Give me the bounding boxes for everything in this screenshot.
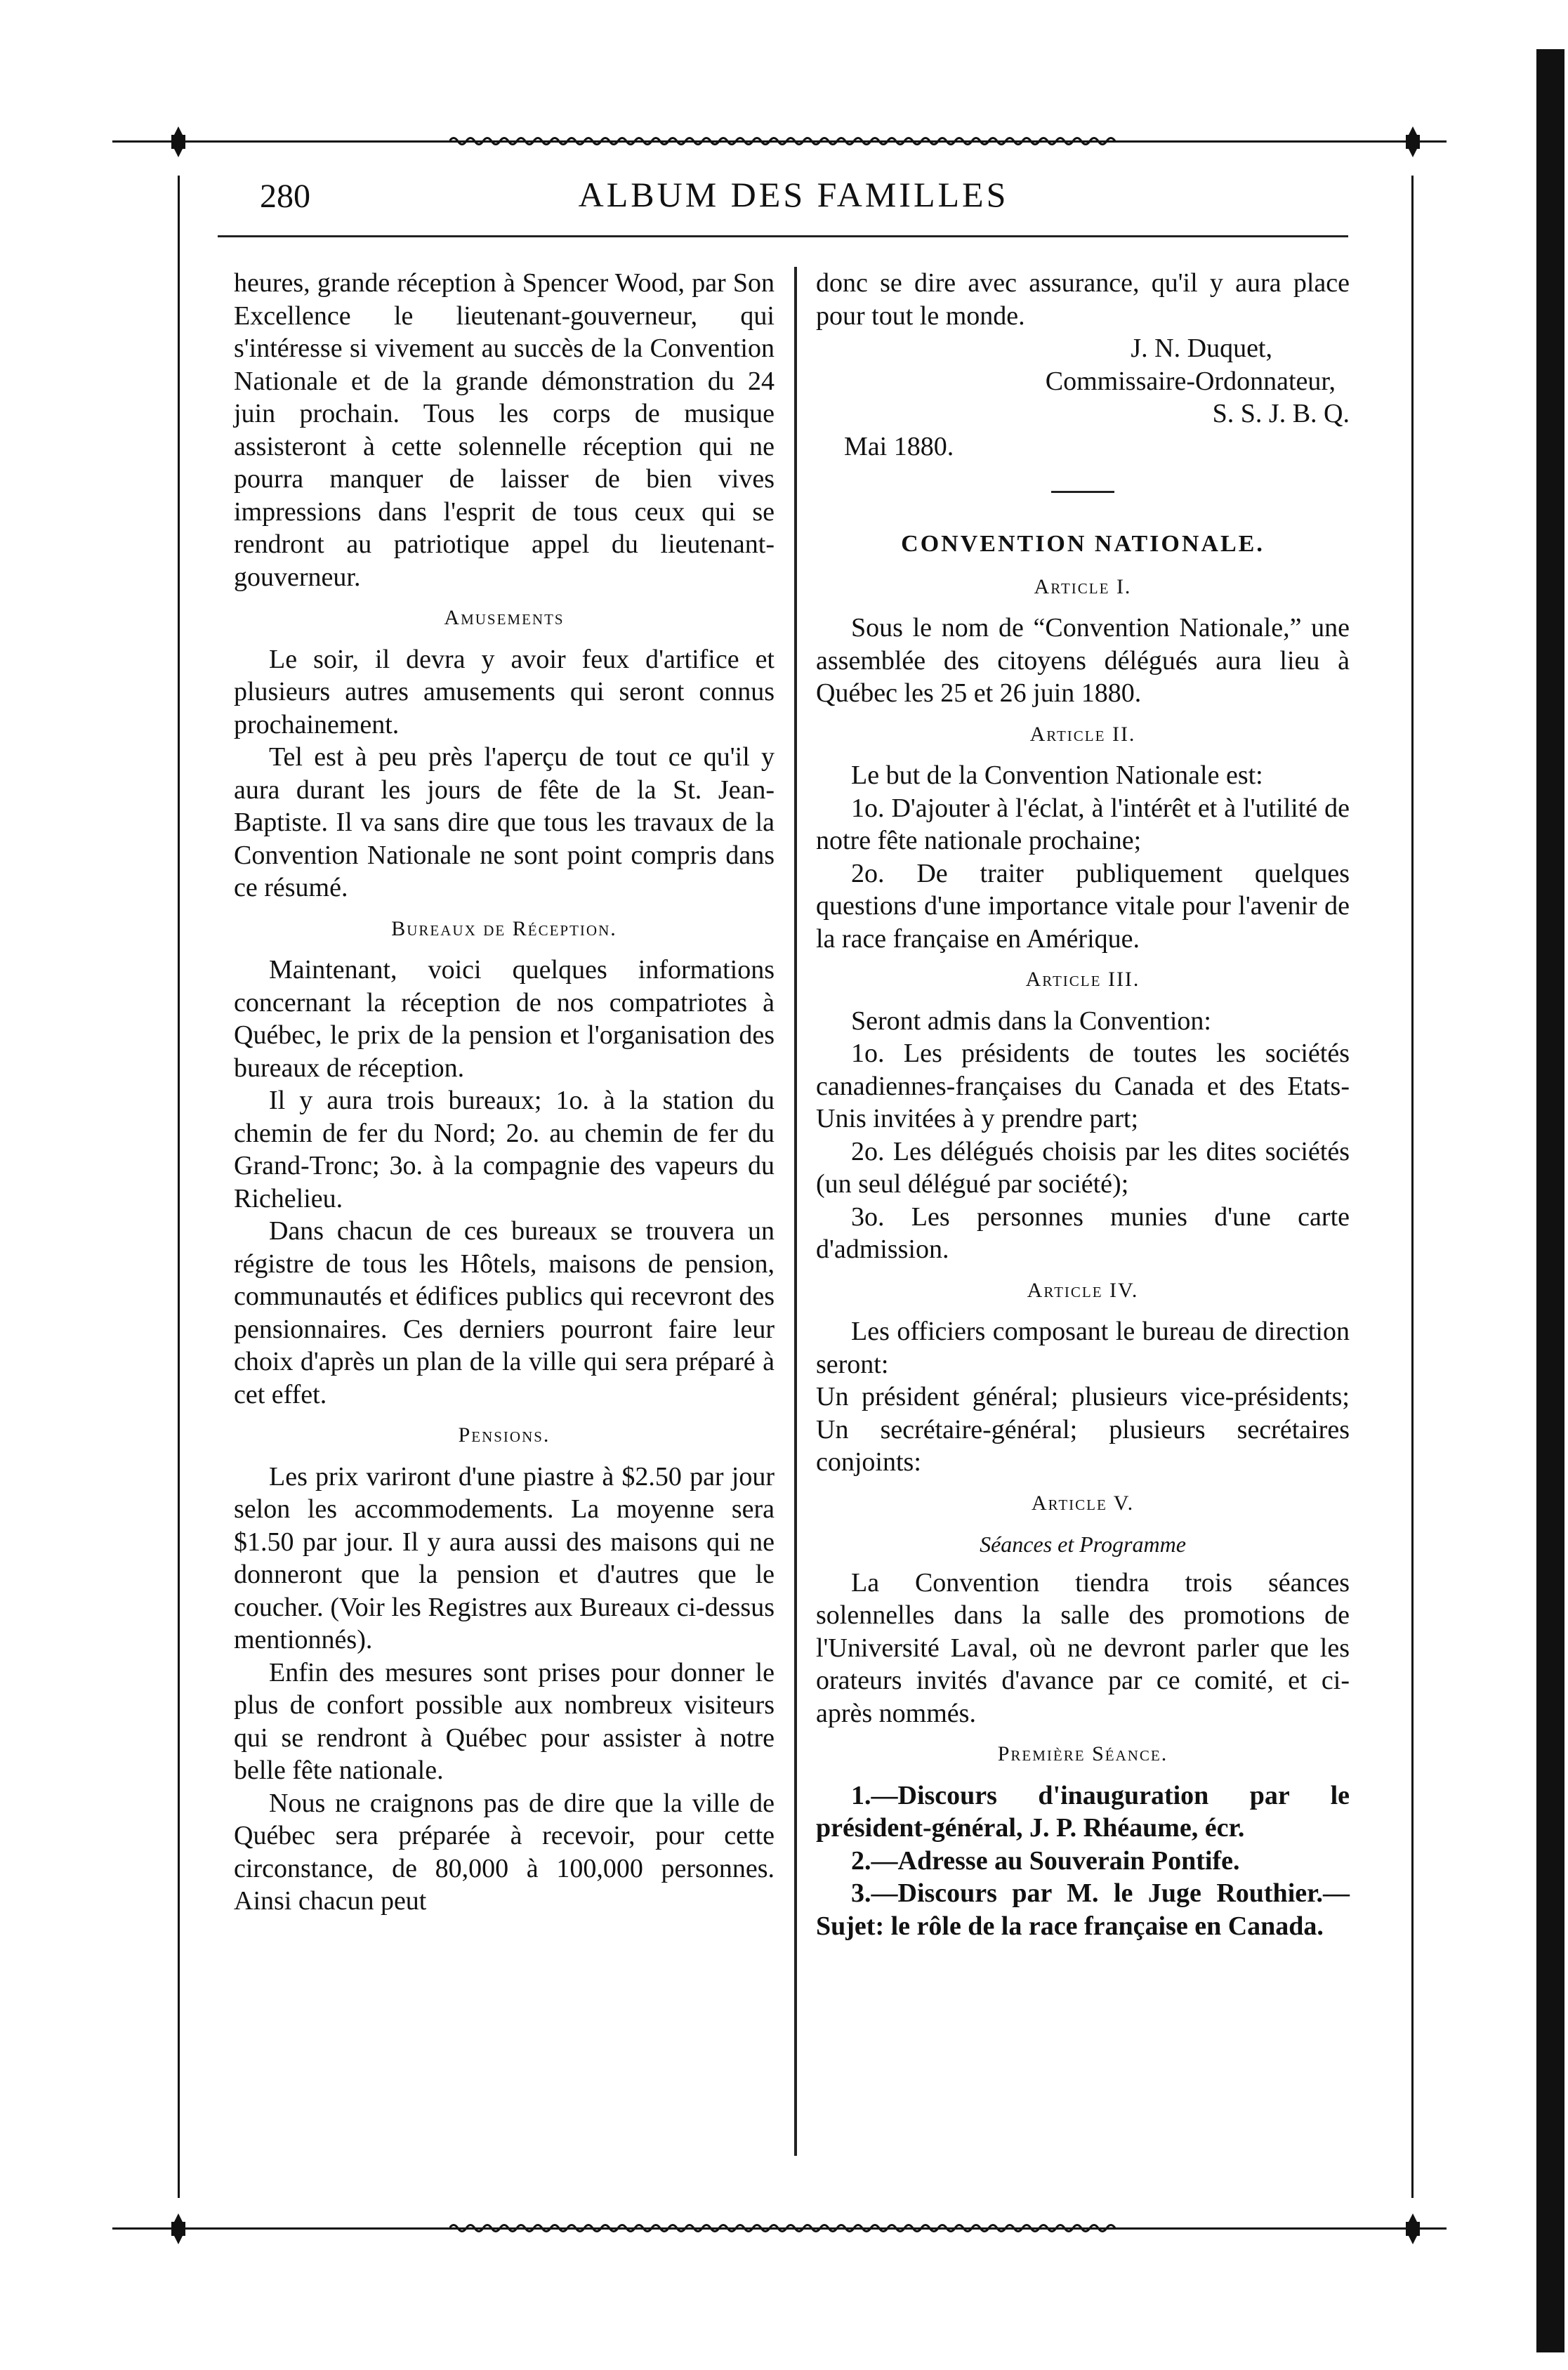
seance-item: 2.—Adresse au Souverain Pontife. <box>851 1845 1240 1876</box>
article-paragraph: La Convention tiendra trois séances solennelles dans la salle des promotions de l'Université Laval, où ne devront parler que les orateurs invités d'avance par ce comité, et ci-après nommés. <box>816 1567 1350 1728</box>
corner-ornament-icon <box>1397 126 1428 157</box>
page-number: 280 <box>260 178 310 215</box>
continuation-paragraph: donc se dire avec assurance, qu'il y aura place pour tout le monde. <box>816 268 1350 331</box>
intro-paragraph: heures, grande réception à Spencer Wood, par Son Excellence le lieutenant-gouverneur, qui s'intéresse si vivement au succès de la Convention Nationale et de la grande démonstration du 24 juin prochain. Tous les corps de musique assisteront à cette solennelle réception qui ne pourra manquer de laisser de bien vives impressions dans l'esprit de tous ceux qui se rendront au patriotique appel du lieutenant-gouverneur. <box>234 268 775 592</box>
bureaux-paragraph: Il y aura trois bureaux; 1o. à la station du chemin de fer du Nord; 2o. au chemin de fer du Grand-Tronc; 3o. à la compagnie des vapeurs du Richelieu. <box>234 1086 775 1213</box>
journal-title: ALBUM DES FAMILLES <box>578 175 1009 214</box>
pensions-paragraph: Enfin des mesures sont prises pour donner le plus de confort possible aux nombreux visiteurs qui se rendront à Québec pour assister à notre belle fête nationale. <box>234 1657 775 1785</box>
frame-bottom-wave <box>449 2220 1116 2236</box>
header-rule <box>218 235 1348 237</box>
seance-heading: Première Séance. <box>997 1742 1168 1765</box>
bureaux-paragraph: Dans chacun de ces bureaux se trouvera un régistre de tous les Hôtels, maisons de pension, communautés et édifices publics qui recevront des pensionnaires. Ces derniers pourront faire leur choix d'après un plan de la ville qui sera préparé à cet effet. <box>234 1216 775 1409</box>
article-heading: Article IV. <box>1027 1278 1139 1302</box>
seance-item: 1.—Discours d'inauguration par le président-général, J. P. Rhéaume, écr. <box>816 1780 1350 1843</box>
article-paragraph: Le but de la Convention Nationale est: <box>851 761 1263 790</box>
running-header <box>232 174 1355 223</box>
signature-org: S. S. J. B. Q. <box>1212 399 1350 428</box>
signature-date: Mai 1880. <box>844 431 954 461</box>
article-item: 1o. Les présidents de toutes les sociétés canadiennes-françaises du Canada et des Etats-Unis invitées à y prendre part; <box>816 1039 1350 1133</box>
corner-ornament-icon <box>163 2213 194 2244</box>
left-column <box>234 267 775 1918</box>
section-rule <box>1051 491 1114 493</box>
frame-right-line <box>1411 176 1414 2198</box>
right-column <box>816 267 1350 1942</box>
seance-item: 3.—Discours par M. le Juge Routhier.—Sujet: le rôle de la race française en Canada. <box>816 1878 1350 1941</box>
officers-list: Un président général; plusieurs vice-présidents; Un secrétaire-général; plusieurs secrétaires conjoints: <box>816 1382 1350 1477</box>
signature-title: Commissaire-Ordonnateur, <box>1045 366 1336 396</box>
article-heading: Article II. <box>1029 722 1136 746</box>
pensions-paragraph: Nous ne craignons pas de dire que la ville de Québec sera préparée à recevoir, pour cette circonstance, de 80,000 à 100,000 personnes. Ainsi chacun peut <box>234 1788 775 1916</box>
corner-ornament-icon <box>1397 2213 1428 2244</box>
summary-paragraph: Tel est à peu près l'aperçu de tout ce qu'il y aura durant les jours de fête de la St. Jean-Baptiste. Il va sans dire que tous les travaux de la Convention Nationale ne sont point compris dans ce résumé. <box>234 742 775 902</box>
pensions-heading: Pensions. <box>458 1423 551 1447</box>
article-item: 2o. De traiter publiquement quelques questions d'une importance vitale pour l'avenir de la race française en Amérique. <box>816 858 1350 954</box>
amusements-heading: Amusements <box>444 606 565 629</box>
pensions-paragraph: Les prix variront d'une piastre à $2.50 par jour selon les accommodements. La moyenne sera $1.50 par jour. Il y aura aussi des maisons qui ne donneront que la pension et d'autres que le coucher. (Voir les Registres aux Bureaux ci-dessus mentionnés). <box>234 1461 775 1654</box>
page-edge-bar <box>1536 49 1564 2352</box>
frame-left-line <box>178 176 180 2198</box>
frame-top-wave <box>449 133 1116 149</box>
article-paragraph: Les officiers composant le bureau de direction seront: <box>816 1317 1350 1379</box>
column-divider <box>794 267 797 2156</box>
article-heading: Article I. <box>1034 574 1132 598</box>
amusements-paragraph: Le soir, il devra y avoir feux d'artifice et plusieurs autres amusements qui seront connus prochainement. <box>234 644 775 739</box>
article-paragraph: Sous le nom de “Convention Nationale,” une assemblée des citoyens délégués aura lieu à Québec les 25 et 26 juin 1880. <box>816 613 1350 708</box>
article-item: 2o. Les délégués choisis par les dites sociétés (un seul délégué par société); <box>816 1136 1350 1199</box>
article-item: 3o. Les personnes munies d'une carte d'admission. <box>816 1202 1350 1264</box>
article-item: 1o. D'ajouter à l'éclat, à l'intérêt et à l'utilité de notre fête nationale prochaine; <box>816 793 1350 855</box>
bureaux-paragraph: Maintenant, voici quelques informations concernant la réception de nos compatriotes à Québec, le prix de la pension et l'organisation des bureaux de réception. <box>234 955 775 1083</box>
corner-ornament-icon <box>163 126 194 157</box>
bureaux-heading: Bureaux de Réception. <box>391 916 617 940</box>
article-paragraph: Seront admis dans la Convention: <box>851 1006 1211 1036</box>
article-heading: Article V. <box>1031 1491 1135 1515</box>
convention-heading: CONVENTION NATIONALE. <box>901 531 1265 557</box>
signature-name: J. N. Duquet, <box>1131 334 1272 363</box>
article-heading: Article III. <box>1025 968 1140 991</box>
article-subheading: Séances et Programme <box>980 1532 1186 1557</box>
